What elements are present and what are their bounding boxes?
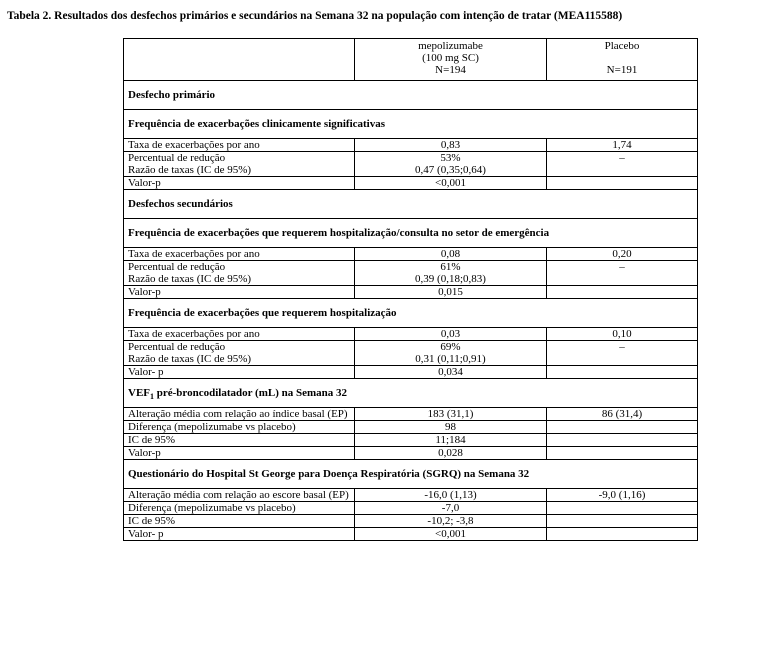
mepo-value: 0,028 (355, 447, 547, 460)
header-mepolizumab (355, 39, 547, 81)
placebo-value (547, 447, 698, 460)
ratio-value: 0,39 (0,18;0,83) (415, 273, 486, 285)
ratio-label: Razão de taxas (IC de 95%) (128, 353, 252, 365)
table-row (124, 139, 698, 152)
table-row (124, 366, 698, 379)
row-label: Taxa de exacerbações por ano (124, 248, 355, 261)
pct-value: 69% (440, 341, 461, 353)
table-row (124, 528, 698, 541)
placebo-value: 1,74 (547, 139, 698, 152)
mepo-value: 0,83 (355, 139, 547, 152)
table-row (124, 261, 698, 286)
row-label: Diferença (mepolizumabe vs placebo) (124, 502, 355, 515)
mepo-value (355, 341, 547, 366)
subsection-title: Frequência de exacerbações clinicamente significativas (124, 110, 698, 139)
mepo-value: 0,034 (355, 366, 547, 379)
placebo-value (547, 502, 698, 515)
placebo-value (547, 434, 698, 447)
header-mepo-n: N=194 (435, 64, 466, 76)
ratio-label: Razão de taxas (IC de 95%) (128, 273, 252, 285)
row-label (124, 341, 355, 366)
row-label: Taxa de exacerbações por ano (124, 139, 355, 152)
placebo-value: 86 (31,4) (547, 408, 698, 421)
table-row (124, 328, 698, 341)
mepo-value: 183 (31,1) (355, 408, 547, 421)
placebo-value (547, 366, 698, 379)
row-label: Valor- p (124, 366, 355, 379)
subsection-title: Questionário do Hospital St George para Doença Respiratória (SGRQ) na Semana 32 (124, 460, 698, 489)
table-row (124, 447, 698, 460)
placebo-value: 0,10 (547, 328, 698, 341)
placebo-value: – (547, 261, 698, 286)
table-row (124, 286, 698, 299)
section-primary-title: Desfecho primário (124, 81, 698, 110)
row-label: IC de 95% (124, 434, 355, 447)
ratio-label: Razão de taxas (IC de 95%) (128, 164, 252, 176)
mepo-value: <0,001 (355, 528, 547, 541)
pct-label: Percentual de redução (128, 152, 226, 164)
mepo-value: 11;184 (355, 434, 547, 447)
table-row (124, 515, 698, 528)
row-label: Valor-p (124, 286, 355, 299)
subsection-title: Frequência de exacerbações que requerem hospitalização (124, 299, 698, 328)
placebo-value: -9,0 (1,16) (547, 489, 698, 502)
mepo-value: 0,03 (355, 328, 547, 341)
row-label: Valor-p (124, 447, 355, 460)
pct-label: Percentual de redução (128, 261, 226, 273)
row-label: Valor- p (124, 528, 355, 541)
pct-label: Percentual de redução (128, 341, 226, 353)
table-row (124, 152, 698, 177)
table-row (124, 434, 698, 447)
placebo-value (547, 421, 698, 434)
table-row (124, 489, 698, 502)
header-placebo-name: Placebo (604, 40, 640, 52)
table-row (124, 421, 698, 434)
table-row (124, 408, 698, 421)
header-empty-cell (124, 39, 355, 81)
mepo-value: 0,08 (355, 248, 547, 261)
fev-title-subscript: 1 (150, 392, 154, 402)
subsection-title (124, 379, 698, 408)
row-label (124, 152, 355, 177)
fev-title-post: pré-broncodilatador (mL) na Semana 32 (154, 387, 348, 399)
row-label (124, 261, 355, 286)
mepo-value: 0,015 (355, 286, 547, 299)
pct-value: 61% (440, 261, 461, 273)
header-mepo-dose: (100 mg SC) (422, 52, 479, 64)
row-label: Alteração média com relação ao índice basal (EP) (124, 408, 355, 421)
row-label: Taxa de exacerbações por ano (124, 328, 355, 341)
placebo-value: – (547, 152, 698, 177)
placebo-value (547, 177, 698, 190)
section-row (124, 81, 698, 110)
table-row (124, 177, 698, 190)
header-placebo-n: N=191 (606, 64, 638, 76)
fev-title-pre: VEF (128, 387, 150, 399)
section-secondary-title: Desfechos secundários (124, 190, 698, 219)
subsection-row (124, 379, 698, 408)
row-label: Diferença (mepolizumabe vs placebo) (124, 421, 355, 434)
table-caption: Tabela 2. Resultados dos desfechos primários e secundários na Semana 32 na população com intenção de tratar (MEA115588) (7, 10, 623, 22)
header-row (124, 39, 698, 81)
mepo-value (355, 152, 547, 177)
mepo-value: -7,0 (355, 502, 547, 515)
table-row (124, 248, 698, 261)
results-table (123, 38, 698, 541)
subsection-title: Frequência de exacerbações que requerem hospitalização/consulta no setor de emergência (124, 219, 698, 248)
ratio-value: 0,47 (0,35;0,64) (415, 164, 486, 176)
ratio-value: 0,31 (0,11;0,91) (415, 353, 486, 365)
row-label: Valor-p (124, 177, 355, 190)
row-label: IC de 95% (124, 515, 355, 528)
placebo-value (547, 515, 698, 528)
row-label: Alteração média com relação ao escore basal (EP) (124, 489, 355, 502)
header-mepo-name: mepolizumabe (418, 40, 483, 52)
mepo-value (355, 261, 547, 286)
mepo-value: <0,001 (355, 177, 547, 190)
placebo-value (547, 528, 698, 541)
placebo-value: – (547, 341, 698, 366)
placebo-value (547, 286, 698, 299)
header-placebo (547, 39, 698, 81)
pct-value: 53% (440, 152, 461, 164)
section-row (124, 190, 698, 219)
subsection-row (124, 110, 698, 139)
subsection-row (124, 460, 698, 489)
mepo-value: 98 (355, 421, 547, 434)
subsection-row (124, 219, 698, 248)
table-row (124, 341, 698, 366)
table-row (124, 502, 698, 515)
subsection-row (124, 299, 698, 328)
placebo-value: 0,20 (547, 248, 698, 261)
mepo-value: -10,2; -3,8 (355, 515, 547, 528)
mepo-value: -16,0 (1,13) (355, 489, 547, 502)
